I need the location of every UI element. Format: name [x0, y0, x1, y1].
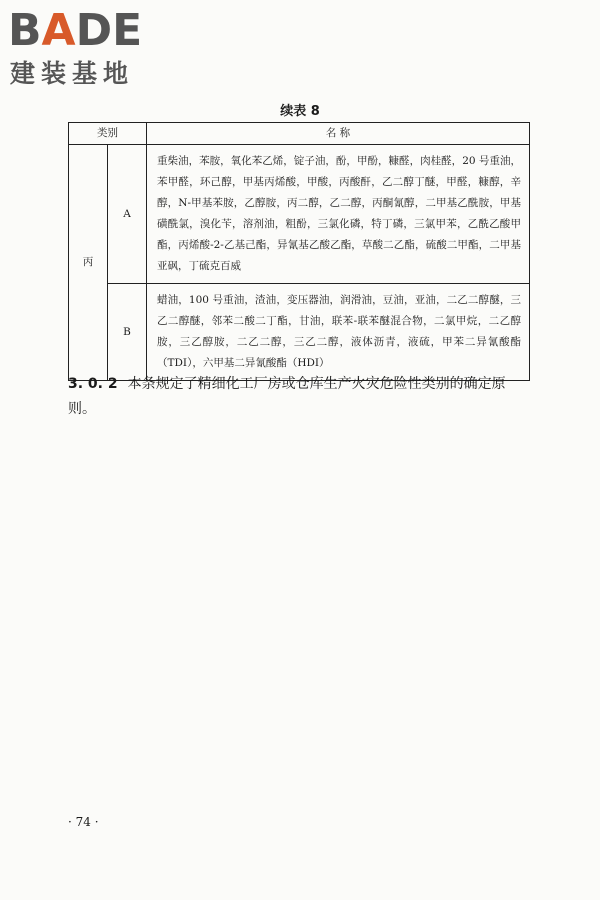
sub-category-cell: A — [108, 145, 147, 284]
main-category-cell: 丙 — [69, 145, 108, 381]
table-title: 续表 8 — [280, 104, 320, 119]
chemicals-table — [68, 122, 530, 381]
table-header-row — [69, 123, 530, 145]
clause-paragraph — [68, 372, 530, 422]
names-cell: 蜡油，100 号重油，渣油，变压器油，润滑油，豆油，亚油，二乙二醇醚，三乙二醇醚，邻苯二酸二丁酯，甘油，联苯-联苯醚混合物，二氯甲烷，二乙醇胺，三乙醇胺，二乙二醇，三乙二醇，液体沥青，液硫，甲苯二异氰酸酯（TDI），六甲基二异氰酸酯（HDI） — [147, 284, 530, 381]
bade-logo — [8, 6, 178, 90]
clause-number: 3. 0. 2 — [68, 376, 118, 392]
names-cell: 重柴油，苯胺，氧化苯乙烯，锭子油，酚，甲酚，糠醛，肉桂醛，20 号重油，苯甲醛，环己醇，甲基丙烯酸，甲酸，丙酸酐，乙二醇丁醚，甲醛，糠醇，辛醇，N-甲基苯胺，乙醇胺，丙二醇，乙二醇，丙酮氰醇，二甲基乙酰胺，甲基磺酰氯，溴化苄，溶剂油，粗酚，三氯化磷，特丁磷，三氯甲苯，乙酰乙酸甲酯，丙烯酸-2-乙基己酯，异氰基乙酸乙酯，草酸二乙酯，硫酸二甲酯，二甲基亚砜，丁硫克百威 — [147, 145, 530, 284]
table-row — [69, 284, 530, 381]
logo-subtitle: 建装基地 — [10, 59, 135, 88]
header-name: 名 称 — [147, 123, 530, 145]
sub-category-cell: B — [108, 284, 147, 381]
header-category: 类别 — [69, 123, 147, 145]
page-number: · 74 · — [68, 815, 99, 829]
clause-text: 本条规定了精细化工厂房或仓库生产火灾危险性类别的确定原则。 — [68, 376, 506, 417]
table-row — [69, 145, 530, 284]
logo-wordmark: BADE — [8, 5, 143, 56]
